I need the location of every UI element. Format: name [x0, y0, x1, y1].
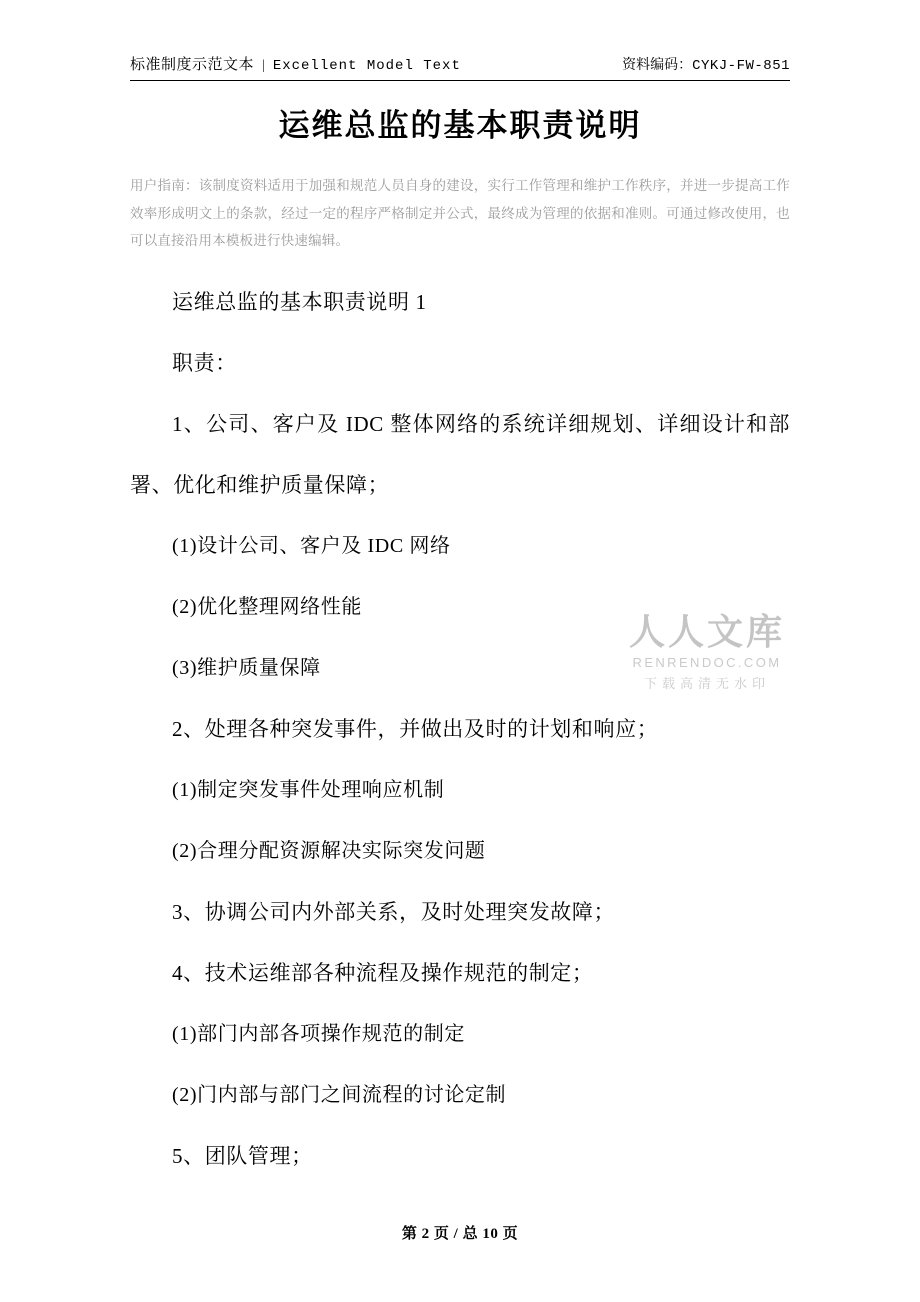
- body-paragraph: (1)部门内部各项操作规范的制定: [172, 1023, 465, 1045]
- document-body: [130, 272, 790, 1187]
- body-paragraph: (3)维护质量保障: [172, 657, 321, 679]
- header-left-group: [130, 56, 461, 75]
- page-title: 运维总监的基本职责说明: [278, 108, 642, 143]
- document-code-value: CYKJ-FW-851: [692, 58, 790, 74]
- body-paragraph: (2)合理分配资源解决实际突发问题: [172, 840, 486, 862]
- page-footer: 第 2 页 / 总 10 页: [401, 1226, 519, 1242]
- header-title-cn: 标准制度示范文本: [130, 57, 255, 73]
- page-header: [130, 56, 790, 75]
- body-paragraph: 运维总监的基本职责说明 1: [172, 290, 427, 314]
- body-paragraph: 4、技术运维部各种流程及操作规范的制定；: [172, 961, 594, 985]
- body-paragraph: 5、团队管理；: [172, 1144, 313, 1168]
- watermark-main-text: 人人文库: [628, 612, 785, 652]
- body-paragraph: 3、协调公司内外部关系，及时处理突发故障；: [172, 900, 616, 924]
- body-paragraph: (1)设计公司、客户及 IDC 网络: [172, 535, 451, 557]
- body-paragraph: (1)制定突发事件处理响应机制: [172, 779, 445, 801]
- watermark-tagline-text: 下载高清无水印: [643, 675, 770, 691]
- header-right-group: [622, 58, 790, 75]
- document-code-label: 资料编码：: [622, 58, 693, 73]
- watermark-domain-text: RENRENDOC.COM: [632, 654, 782, 670]
- header-separator: |: [262, 58, 265, 73]
- body-paragraph: 2、处理各种突发事件，并做出及时的计划和响应；: [172, 717, 659, 741]
- body-paragraph: 职责：: [172, 351, 237, 375]
- user-guide-paragraph: 用户指南：该制度资料适用于加强和规范人员自身的建设，实行工作管理和维护工作秩序，并进一步提高工作效率形成明文上的条款，经过一定的程序严格制定并公式，最终成为管理的依据和准则。可通过修改使用，也可以直接沿用本模板进行快速编辑。: [130, 178, 790, 249]
- header-title-en: Excellent Model Text: [272, 58, 461, 74]
- watermark: [612, 614, 802, 692]
- header-divider: [130, 80, 790, 81]
- body-paragraph: (2)门内部与部门之间流程的讨论定制: [172, 1084, 507, 1106]
- body-paragraph: (2)优化整理网络性能: [172, 596, 362, 618]
- body-paragraph: 1、公司、客户及 IDC 整体网络的系统详细规划、详细设计和部署、优化和维护质量保障；: [130, 412, 790, 497]
